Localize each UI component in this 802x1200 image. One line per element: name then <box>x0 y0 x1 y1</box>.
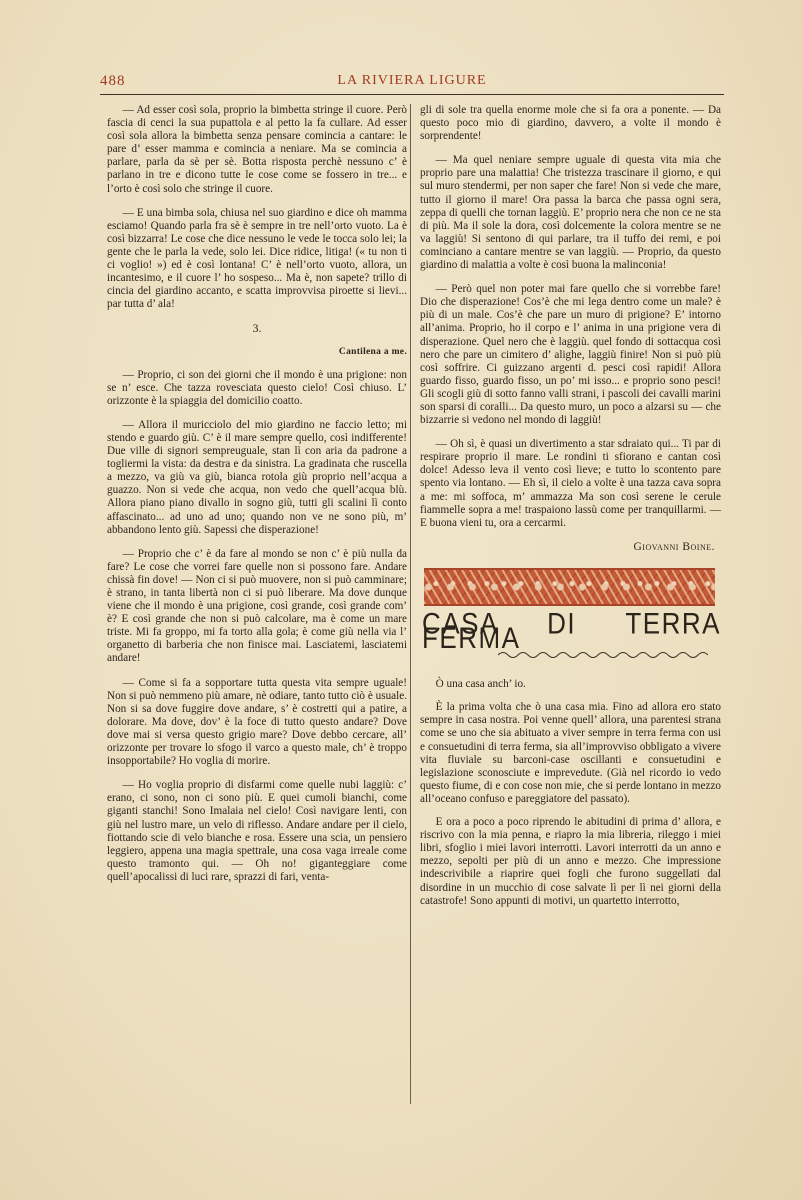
wavy-divider-ornament <box>498 650 708 660</box>
running-title: LA RIVIERA LIGURE <box>337 73 487 88</box>
section-number: 3. <box>252 321 262 336</box>
paragraph: — Allora il muricciolo del mio giardino ne faccio letto; mi stendo e guardo giù. C’ è il mare sempre quello, così indifferente! Due ville di signori sempreuguale, stan lì con aria da padrone a togliermi la vista: da destra e da sinistra. La gradinata che ruscella a mezzo, va giù va giù, bianca rotola giù proprio nell’acqua a guazzo. Non si vede che acqua, non vedo che quell’acqua blù. Allora piano piano divallo in sogno giù, tutti gli scalini lì conto affascinato... ad uno ad uno; quando non ve ne sono più, m’ abbandono lento giù. Sapessi che disperazione! <box>107 418 407 536</box>
paragraph: gli di sole tra quella enorme mole che si fa ora a ponente. — Da questo poco mio di giardino, davvero, a volte il mondo è sorprendente! <box>420 104 721 143</box>
paragraph: — Proprio che c’ è da fare al mondo se non c’ è più nulla da fare? Le cose che vorrei fare quelle non si possono fare. Andare chissà fin dove! — Non ci si può muovere, non si può camminare; è strano, in tanta libertà non ci si può liberare. Ma dove dunque viene che il mondo è una prigione, così grande, così grande com’ è? E così grande che non si può calcolare, ma è come un mare triste. Mi fa groppo, mi fa torto alla gola; è come giù nella via l’ organetto di barberia che non finisce mai. Lasciatemi, lasciatemi andare! <box>107 547 407 665</box>
header-rule <box>100 94 724 95</box>
paragraph: — Oh sì, è quasi un divertimento a star sdraiato qui... Ti par di respirare proprio il mare. Le rondini ti sfiorano e cantan così dolce! Adesso leva il vento così lieve; e tutto lo scontento pare spento via lontano. — Eh sì, il cielo a volte è una tazza cava sopra a me: mi soffoca, m’ ammazza Ma son così serene le cerule fiammelle sopra a me! traspaiono lassù come per tranquillarmi. — E buona vieni tu, ora a cercarmi. <box>420 438 721 529</box>
author-signature: Giovanni Boine. <box>633 540 715 553</box>
article-title: CASA DI TERRA FERMA <box>422 605 721 656</box>
paragraph: — Come si fa a sopportare tutta questa vita sempre uguale! Non si può nemmeno più amare, nè odiare, tanto tutto ciò è usuale. Non si sa dove fuggire dove andare, s’ è costretti qui a patire, a dolorare. Ma dove, dov’ è la foce di tutto questo andare? Dove dove mai si versa questo grigio mare? Dove debbo cercare, all’ orizzonte per trovare lo sfogo il varco a questo male, ch’ è troppo insopportabile? Ho voglia di morire. <box>107 676 407 768</box>
page-number: 488 <box>100 72 126 89</box>
paragraph: — Ma quel neniare sempre uguale di questa vita mia che proprio pare una malattia! Che tristezza trascinare il giorno, e qui sul muro stendermi, per non saper che fare! Non si vede che mare, tutto il giorno il mare! Ora passa la barca che passa ogni sera, zeppa di quelli che tornan laggiù. E’ proprio nera che non ce ne sta di più. Ma il sole la dora, così dolcemente la colora mentre se ne va laggiù! Si sentono di qui parlare, tra il tuffo dei remi, e poi cominciano a cantare mentre se van laggiù. — Proprio, da questo giardino di malattia a volte è così buona la malinconia! <box>420 154 721 272</box>
section-title: Cantilena a me. <box>338 346 407 357</box>
right-column <box>420 104 721 918</box>
paragraph: — E una bimba sola, chiusa nel suo giardino e dice oh mamma esciamo! Quando parla fra sè è sempre in tre nell’orto vuoto. La è così bizzarra! Le cose che dice nessuno le vede le tocca solo lei; la gente che le parla la vede, solo lei. Dice ridice, litiga! (« tu non ti ci voglio! ») ed è così lontana! C’ è nell’orto vuoto, allora, un incantesimo, e il cuore l’ ho sospeso... Ma è, non sapete? trillo di cincia del giardino accanto, e scatta improvvisa piroette si lievi... par tutta d’ ala! <box>107 206 407 311</box>
paragraph: Ò una casa anch’ io. <box>435 678 526 691</box>
paragraph: — Proprio, ci son dei giorni che il mondo è una prigione: non se n’ esce. Che tazza rovesciata questo cielo! Così chiuso. L’ orizzonte è la spiaggia del domicilio coatto. <box>107 368 407 407</box>
paragraph: È la prima volta che ò una casa mia. Fino ad allora ero stato sempre in casa nostra. Poi venne quell’ allora, una parentesi strana come se uno che sia abituato a viver sempre in terra ferma con usi e consuetudini di terra ferma, sia all’improvviso obbligato a vivere vita fluviale su barconi-case oscillanti e consuetudini e legislazione sconosciute e imprevedute. (Già nel ricordo io vedo questo fiume, di e con cose non mie, che si perde lontano in mezzo all’oceano confuso e pareggiatore del passato). <box>420 701 721 805</box>
paragraph: — Ho voglia proprio di disfarmi come quelle nubi laggiù: c’ erano, ci sono, non ci sono più. E quei cumoli bianchi, come giganti stanchi! Sono Imalaia nel cielo! Così navigare lenti, con giù nel lustro mare, un velo di riflesso. Andare andare per il cielo, fiottando scie di velo bianche e rosa. Essere una scia, un pensiero leggiero, appena una magia spettrale, una cosa vaga irreale come questo tramonto qui. — Oh no! giganteggiare come quell’apocalissi di luci rare, sprazzi di fari, venta- <box>107 779 407 883</box>
left-column <box>107 104 407 895</box>
paragraph: — Ad esser così sola, proprio la bimbetta stringe il cuore. Però fascia di cenci la sua pupattola e al petto la fa cullare. Ad esser così sola allora la bimbetta senza pensare comincia a cantare: le pare d’ esser mamma e comincia a neniare. Ma se comincia a parlare, parla da sè per sè. Botta risposta perchè nessuno c’ è parlano in tre e dicono tutte le cose come se fossero in tre... e l’orto è così solo che stringe il cuore. <box>107 104 407 195</box>
paragraph: E ora a poco a poco riprendo le abitudini di prima d’ allora, e riscrivo con la mia penna, e riapro la mia libreria, rileggo i miei libri, sfoglio i miei lavori interrotti. Lavori interrotti da un anno e mezzo, sepolti per più di un anno e mezzo. Che impressione indescrivibile a riaprire quei fogli che furono suggellati dal disordine in un mucchio di cose salvate lì per lì nei giorni della catastrofe! Sono appunti di motivi, un quartetto interrotto, <box>420 816 721 907</box>
paragraph: — Però quel non poter mai fare quello che si vorrebbe fare! Dio che disperazione! Cos’è che mi lega dentro come un male? è più di un male. Cos’è che pare un muro di prigione? E’ intorno all’anima. Proprio, ho il corpo e l’ anima in una prigione vera di disperazione. Quel nero che è laggiù. quel fondo di sottacqua così nero che pare un cimitero d’ alighe, laggiù finire! Non si può più così soffrire. Ci guizzano argenti d. pesci così rapidi! Allora guardo fisso, guardo fisso, un po’ mi isso... e proprio sono pesci! Gli scogli giù di sotto fanno valli strani, i pascoli dei cavalli marini son sparsi di coralli... Da questo muro, un poco a alzarsi su — che bizzarrie si vedono nel mondo di laggiù! <box>420 283 721 427</box>
page-header <box>100 70 724 92</box>
column-divider <box>410 104 411 1104</box>
decorative-ornament-band <box>424 568 715 606</box>
